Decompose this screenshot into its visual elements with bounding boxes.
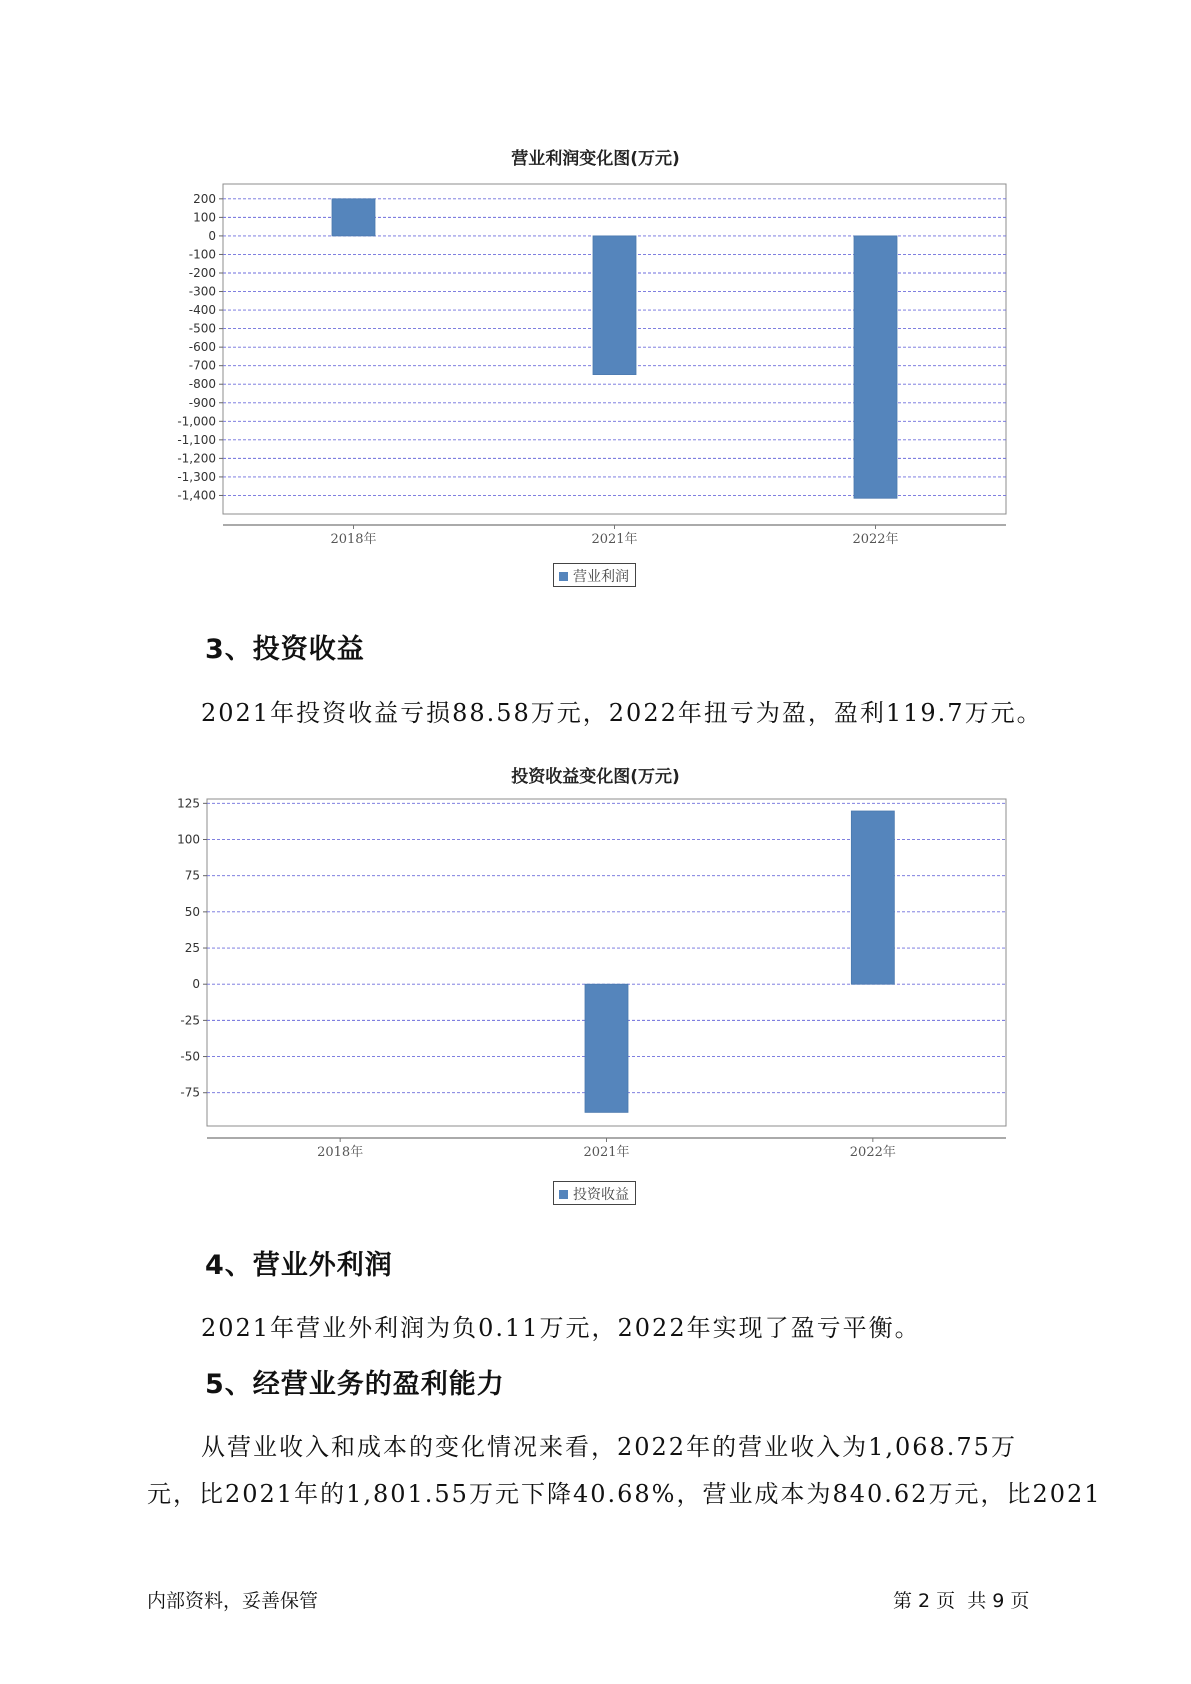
legend-label: 投资收益 (573, 1187, 629, 1203)
chart-title: 投资收益变化图(万元) (511, 767, 680, 787)
y-tick-label: -1,300 (177, 469, 216, 484)
y-tick-label: 25 (184, 941, 200, 956)
y-tick-label: -200 (188, 265, 216, 280)
x-tick-label: 2018年 (330, 532, 377, 547)
x-tick-label: 2021年 (591, 532, 638, 547)
section-heading-profitability: 5、经营业务的盈利能力 (205, 1369, 505, 1400)
y-tick-label: -900 (188, 395, 216, 410)
legend-label: 营业利润 (573, 569, 629, 585)
y-tick-label: -50 (180, 1049, 200, 1064)
y-tick-label: 0 (208, 228, 216, 243)
section-text-profitability-line2: 元，比2021年的1,801.55万元下降40.68%，营业成本为840.62万元，比2021 (147, 1480, 1102, 1508)
x-tick-label: 2021年 (583, 1145, 630, 1160)
y-tick-label: 75 (184, 868, 200, 883)
y-tick-label: -400 (188, 303, 216, 318)
y-tick-label: -600 (188, 340, 216, 355)
section-text-investment-income: 2021年投资收益亏损88.58万元，2022年扭亏为盈，盈利119.7万元。 (201, 699, 1043, 727)
y-tick-label: 100 (193, 210, 216, 225)
y-tick-label: -300 (188, 284, 216, 299)
section-heading-non-operating-profit: 4、营业外利润 (205, 1250, 393, 1281)
y-tick-label: 100 (177, 832, 200, 847)
footer-confidential: 内部资料，妥善保管 (147, 1590, 319, 1612)
x-tick-label: 2022年 (849, 1145, 896, 1160)
section-text-profitability-line1: 从营业收入和成本的变化情况来看，2022年的营业收入为1,068.75万 (201, 1433, 1017, 1461)
y-tick-label: -1,000 (177, 414, 216, 429)
y-tick-label: -800 (188, 377, 216, 392)
x-tick-label: 2022年 (852, 532, 899, 547)
y-tick-label: -1,100 (177, 432, 216, 447)
y-tick-label: -1,400 (177, 488, 216, 503)
footer-page-number: 第 2 页 共 9 页 (893, 1590, 1030, 1612)
y-tick-label: -25 (180, 1013, 200, 1028)
y-tick-label: 125 (177, 796, 200, 811)
y-tick-label: -100 (188, 247, 216, 262)
y-tick-label: 0 (192, 977, 200, 992)
section-heading-investment-income: 3、投资收益 (205, 634, 365, 665)
section-text-non-operating-profit: 2021年营业外利润为负0.11万元，2022年实现了盈亏平衡。 (201, 1314, 921, 1342)
chart-title: 营业利润变化图(万元) (511, 149, 680, 169)
y-tick-label: -500 (188, 321, 216, 336)
y-tick-label: -1,200 (177, 451, 216, 466)
y-tick-label: 50 (184, 904, 200, 919)
y-tick-label: 200 (193, 191, 216, 206)
bar (851, 811, 894, 984)
legend-swatch (559, 1190, 568, 1199)
bar (585, 984, 628, 1112)
chart-legend (553, 1181, 636, 1205)
y-tick-label: -700 (188, 358, 216, 373)
y-tick-label: -75 (180, 1085, 200, 1100)
x-tick-label: 2018年 (317, 1145, 364, 1160)
